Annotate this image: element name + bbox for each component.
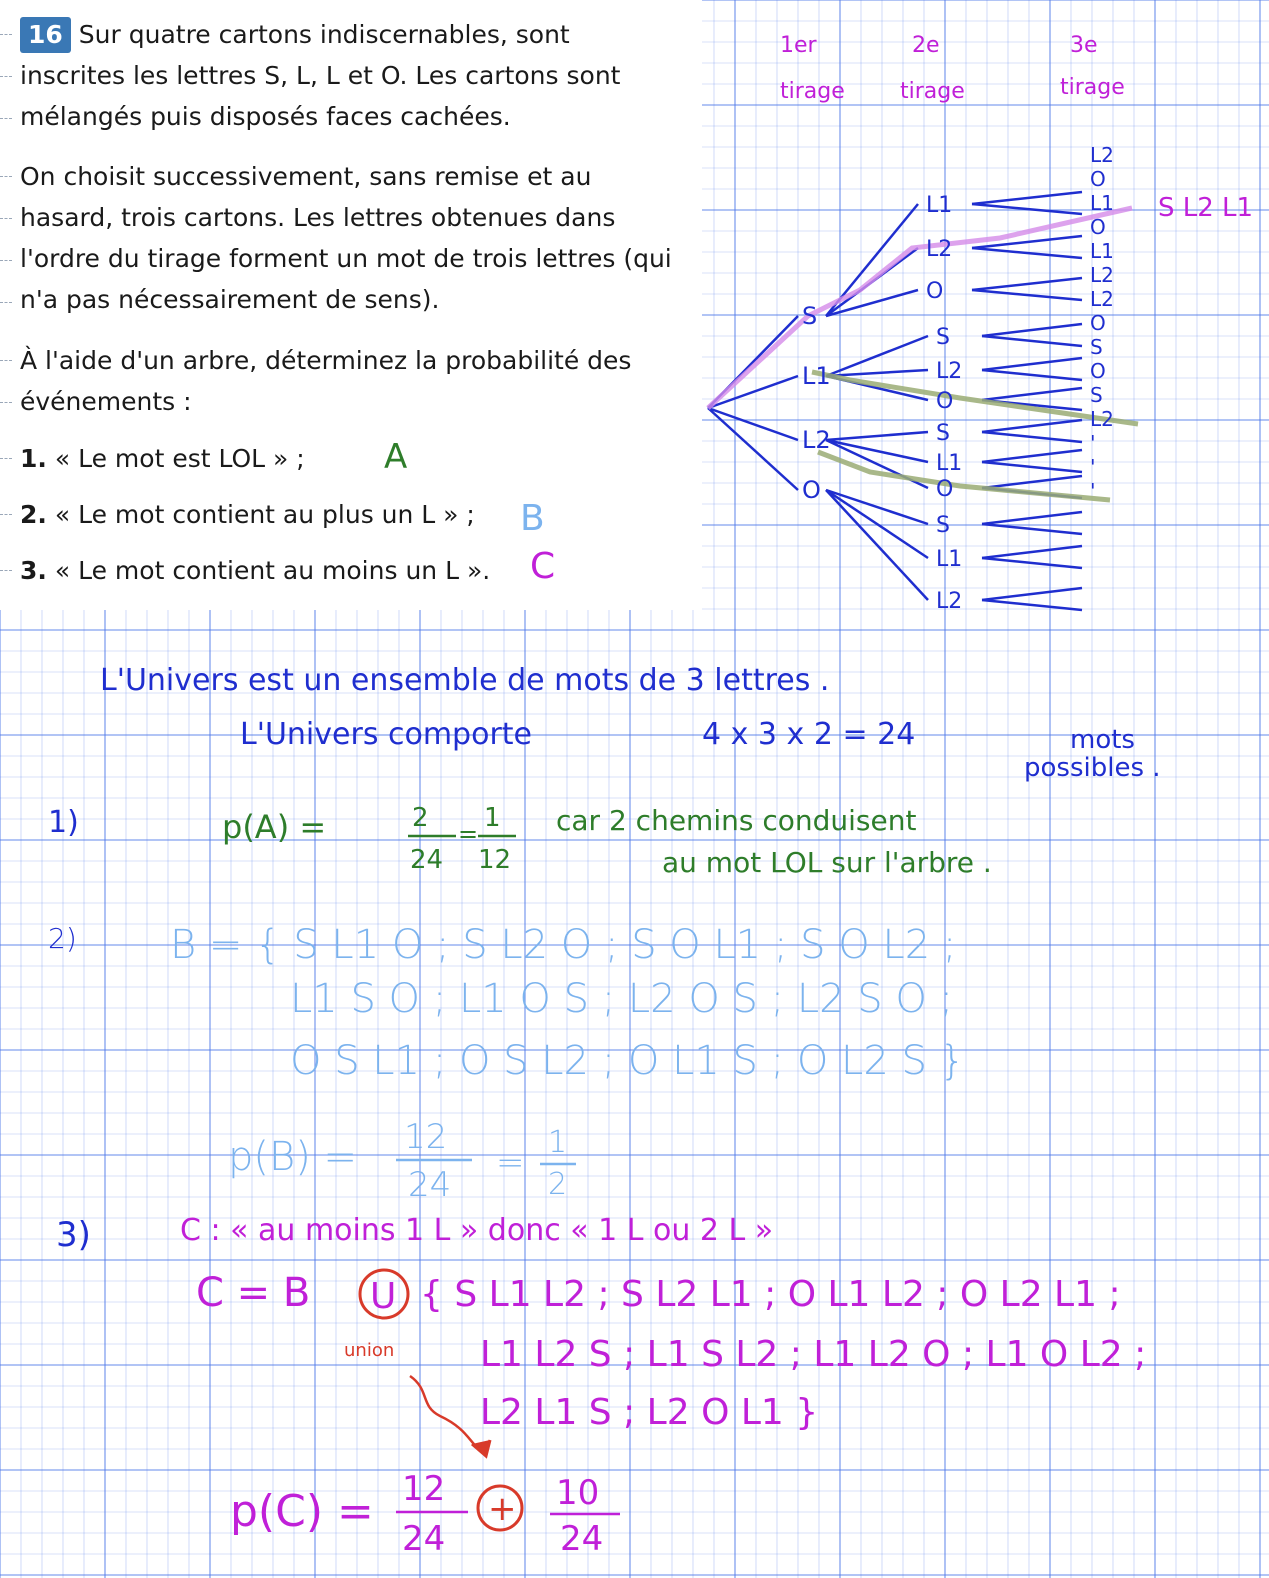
tree-branch-level3 [972, 204, 1082, 214]
question-3-text: « Le mot contient au moins un L ». [54, 556, 491, 585]
tree-branch-level3 [982, 600, 1082, 610]
pB-label: p(B) = [228, 1134, 358, 1180]
tree-node-level2: L1 [936, 451, 963, 476]
tree-branch-level3 [982, 524, 1082, 534]
C-line2: L1 L2 S ; L1 S L2 ; L1 L2 O ; L1 O L2 ; [480, 1334, 1147, 1375]
tree-branch-level1 [708, 408, 798, 440]
tree-branch-level3 [972, 192, 1082, 204]
tree-node-level2: L2 [936, 589, 963, 614]
tree-node-level3: O [1090, 167, 1106, 191]
tree-node-level2: O [926, 279, 944, 304]
tree-branch-level3 [972, 248, 1082, 258]
tree-branch-level3 [982, 336, 1082, 346]
pA-eq: = [458, 820, 479, 848]
tree-branch-level3 [982, 546, 1082, 558]
pA-reason1: car 2 chemins conduisent [556, 804, 917, 837]
pB-den2: 2 [548, 1167, 568, 1202]
tree-header-3-line1: 3e [1070, 33, 1098, 58]
tree-node-level2: L1 [926, 193, 953, 218]
exercise-para1: Sur quatre cartons indiscernables, sont inscrites les lettres S, L, L et O. Les cartons sont mélangés puis disposés faces cachées. [20, 20, 621, 131]
tree-branch-level2 [826, 490, 928, 558]
question-3-number: 3. [20, 556, 47, 585]
tree-header-3-line2: tirage [1060, 75, 1125, 100]
q1-label: 1) [48, 805, 79, 840]
tree-header-2-line1: 2e [912, 33, 940, 58]
question-1-text: « Le mot est LOL » ; [54, 444, 305, 473]
highlight-path-label: S L2 L1 [1158, 193, 1254, 223]
tree-node-level2: S [936, 513, 950, 538]
tree-node-level3: L1 [1090, 191, 1114, 215]
pC-den2: 24 [560, 1519, 604, 1559]
union-arrow [410, 1376, 484, 1452]
union-arrow-head [472, 1440, 490, 1456]
tree-node-level1: L1 [802, 362, 831, 390]
q2-label: 2) [48, 922, 77, 955]
pB-num: 12 [404, 1117, 448, 1157]
tree-branch-level3 [982, 558, 1082, 568]
tree-node-level3: S [1090, 383, 1103, 407]
tree-node-level3: ' [1090, 431, 1096, 455]
pA-num2: 1 [484, 803, 501, 833]
tree-node-level1: O [802, 476, 821, 504]
C-union-symbol: U [370, 1276, 397, 1317]
C-line1b: { S L1 L2 ; S L2 L1 ; O L1 L2 ; O L2 L1 ; [420, 1274, 1121, 1315]
tree-node-level3: L1 [1090, 239, 1114, 263]
tree-header-1-line2: tirage [780, 79, 845, 104]
exercise-para2: On choisit successivement, sans remise et au hasard, trois cartons. Les lettres obtenues dans l'ordre du tirage forment un mot de trois lettres (qui n'a pas nécessairement de sens). [20, 162, 672, 314]
tree-branch-level3 [982, 388, 1082, 400]
univers-line2: L'Univers comporte [240, 717, 533, 752]
question-1-number: 1. [20, 444, 47, 473]
pB-num2: 1 [548, 1125, 568, 1160]
B-line3: O S L1 ; O S L2 ; O L1 S ; O L2 S } [290, 1038, 966, 1084]
tree-branch-level3 [982, 358, 1082, 370]
exercise-para3: À l'aide d'un arbre, déterminez la probabilité des événements : [20, 346, 632, 416]
tree-branch-level1 [708, 408, 798, 490]
univers-line1: L'Univers est un ensemble de mots de 3 lettres . [100, 663, 830, 698]
union-word: union [344, 1340, 395, 1361]
tree-node-level3: L2 [1090, 143, 1114, 167]
tree-header-1-line1: 1er [780, 33, 817, 58]
tree-branch-level3 [972, 278, 1082, 290]
B-line1: B = { S L1 O ; S L2 O ; S O L1 ; S O L2 ; [170, 922, 957, 968]
tree-node-level1: S [802, 302, 818, 330]
pA-reason2: au mot LOL sur l'arbre . [662, 846, 992, 879]
q3-label: 3) [56, 1215, 91, 1255]
tree-branch-level3 [972, 290, 1082, 300]
tree-branch-level3 [982, 462, 1082, 472]
C-line3: L2 L1 S ; L2 O L1 } [480, 1392, 819, 1433]
univers-end2: possibles . [1024, 753, 1161, 783]
tree-node-level2: S [936, 325, 950, 350]
pB-den: 24 [408, 1165, 452, 1205]
tree-branch-level3 [982, 420, 1082, 432]
pC-label: p(C) = [230, 1486, 374, 1537]
pA-label: p(A) = [222, 808, 327, 846]
probability-tree [708, 192, 1082, 610]
tree-node-level2: O [936, 389, 954, 414]
pA-den: 24 [410, 845, 444, 875]
annotation-c: C [530, 546, 556, 587]
pC-num: 12 [402, 1469, 446, 1509]
tree-node-level3: O [1090, 359, 1106, 383]
exercise-number: 16 [20, 17, 71, 53]
tree-branch-level3 [982, 450, 1082, 462]
tree-node-level3: ' [1090, 455, 1096, 479]
tree-header-2-line2: tirage [900, 79, 965, 104]
C-definition: C : « au moins 1 L » donc « 1 L ou 2 L » [180, 1213, 774, 1248]
pA-den2: 12 [478, 845, 512, 875]
annotation-a: A [384, 437, 408, 477]
tree-branch-level2 [826, 432, 928, 440]
tree-node-level2: S [936, 421, 950, 446]
univers-end1: mots [1070, 725, 1135, 755]
annotation-b: B [520, 498, 545, 539]
tree-branch-level3 [982, 588, 1082, 600]
tree-node-level3: L2 [1090, 407, 1114, 431]
tree-node-level2: L2 [936, 359, 963, 384]
tree-node-level3: ' [1090, 479, 1096, 503]
pA-num: 2 [412, 803, 429, 833]
highlight-path-green-2 [818, 452, 1110, 500]
pC-den: 24 [402, 1519, 446, 1559]
tree-node-level2: O [936, 477, 954, 502]
pC-plus: + [488, 1489, 517, 1529]
question-2-number: 2. [20, 500, 47, 529]
B-line2: L1 S O ; L1 O S ; L2 O S ; L2 S O ; [290, 976, 954, 1022]
tree-node-level2: L1 [936, 547, 963, 572]
univers-calc: 4 x 3 x 2 = 24 [702, 717, 916, 752]
pB-eq: = [496, 1143, 525, 1183]
tree-node-level2: L2 [926, 237, 953, 262]
tree-node-level1: L2 [802, 426, 831, 454]
pC-num2: 10 [556, 1473, 600, 1513]
tree-branch-level3 [982, 370, 1082, 380]
tree-node-level3: L2 [1090, 263, 1114, 287]
tree-branch-level3 [982, 476, 1082, 488]
tree-node-level3: O [1090, 215, 1106, 239]
tree-branch-level3 [982, 432, 1082, 442]
C-line1a: C = B [196, 1270, 311, 1316]
tree-branch-level1 [708, 376, 798, 408]
tree-node-level3: O [1090, 311, 1106, 335]
tree-branch-level3 [982, 324, 1082, 336]
tree-node-level3: S [1090, 335, 1103, 359]
question-2-text: « Le mot contient au plus un L » ; [54, 500, 475, 529]
tree-branch-level3 [982, 512, 1082, 524]
tree-node-level3: L2 [1090, 287, 1114, 311]
tree-branch-level2 [826, 290, 918, 316]
